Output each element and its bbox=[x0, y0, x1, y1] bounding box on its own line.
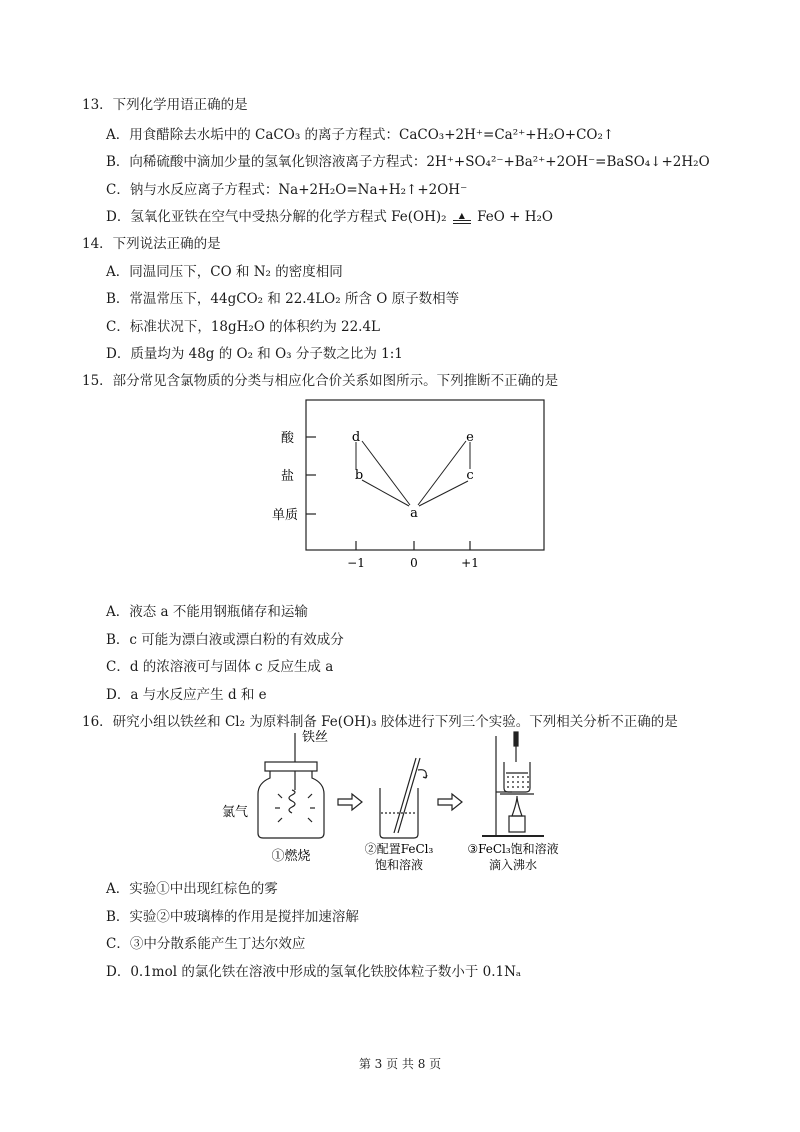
q13-option-b: B．向稀硫酸中滴加少量的氢氧化钡溶液离子方程式：2H⁺+SO₄²⁻+Ba²⁺+2OH⁻=BaSO₄↓+2H₂O bbox=[106, 154, 710, 170]
q13-option-a: A．用食醋除去水垢中的 CaCO₃ 的离子方程式：CaCO₃+2H⁺=Ca²⁺+H₂O+CO₂↑ bbox=[106, 127, 615, 143]
q15-option-b: B．c 可能为漂白液或漂白粉的有效成分 bbox=[106, 632, 344, 648]
q13-option-d-left: D．氢氧化亚铁在空气中受热分解的化学方程式 Fe(OH)₂ bbox=[106, 209, 447, 225]
y-label-salt: 盐 bbox=[280, 469, 294, 484]
q16-option-b: B．实验②中玻璃棒的作用是搅拌加速溶解 bbox=[106, 909, 359, 925]
q14-stem: 14．下列说法正确的是 bbox=[82, 236, 221, 252]
y-label-acid: 酸 bbox=[280, 431, 294, 446]
q14-option-a: A．同温同压下，CO 和 N₂ 的密度相同 bbox=[106, 264, 343, 280]
experiment-apparatus bbox=[220, 728, 580, 873]
heat-condition-icon: ▲ bbox=[453, 212, 471, 224]
page-footer: 第 3 页 共 8 页 bbox=[358, 1057, 442, 1071]
q15-option-c: C．d 的浓溶液可与固体 c 反应生成 a bbox=[106, 659, 334, 675]
q16-option-a: A．实验①中出现红棕色的雾 bbox=[106, 881, 278, 897]
q13-option-d bbox=[106, 208, 553, 226]
q14-option-b: B．常温常压下，44gCO₂ 和 22.4LO₂ 所含 O 原子数相等 bbox=[106, 291, 460, 307]
y-label-element: 单质 bbox=[271, 508, 298, 523]
heating-apparatus-icon bbox=[482, 732, 544, 836]
iron-wire-label: 铁丝 bbox=[302, 730, 329, 745]
node-b: b bbox=[354, 468, 364, 483]
chlorine-valence-diagram bbox=[270, 395, 550, 573]
beaker-with-rod-icon bbox=[380, 758, 427, 838]
node-d: d bbox=[351, 430, 361, 445]
q14-option-d: D．质量均为 48g 的 O₂ 和 O₃ 分子数之比为 1:1 bbox=[106, 346, 403, 362]
step2-caption-line1: ②配置FeCl₃ bbox=[364, 842, 434, 856]
q15-option-a: A．液态 a 不能用钢瓶储存和运输 bbox=[106, 604, 308, 620]
q16-option-d: D．0.1mol 的氯化铁在溶液中形成的氢氧化铁胶体粒子数小于 0.1Nₐ bbox=[106, 964, 522, 980]
q13-option-d-right: FeO + H₂O bbox=[477, 209, 553, 225]
node-a: a bbox=[410, 506, 418, 521]
q16-stem: 16．研究小组以铁丝和 Cl₂ 为原料制备 Fe(OH)₃ 胶体进行下列三个实验。下列相关分析不正确的是 bbox=[82, 714, 678, 730]
step3-caption-line2: 滴入沸水 bbox=[488, 858, 538, 872]
x-label-0: 0 bbox=[410, 556, 418, 570]
arrow-right-icon bbox=[438, 794, 462, 810]
q13-option-c: C．钠与水反应离子方程式：Na+2H₂O=Na+H₂↑+2OH⁻ bbox=[106, 182, 468, 198]
chlorine-label: 氯气 bbox=[222, 805, 249, 820]
step2-caption-line2: 饱和溶液 bbox=[374, 858, 424, 872]
q15-stem: 15．部分常见含氯物质的分类与相应化合价关系如图所示。下列推断不正确的是 bbox=[82, 373, 559, 389]
x-label-plus1: +1 bbox=[461, 556, 479, 570]
node-c: c bbox=[466, 468, 474, 483]
q13-stem: 13．下列化学用语正确的是 bbox=[82, 97, 248, 113]
step1-caption: ①燃烧 bbox=[271, 849, 311, 864]
q16-option-c: C．③中分散系能产生丁达尔效应 bbox=[106, 936, 306, 952]
node-e: e bbox=[466, 430, 474, 445]
q14-option-c: C．标准状况下，18gH₂O 的体积约为 22.4L bbox=[106, 319, 381, 335]
arrow-right-icon bbox=[338, 794, 362, 810]
gas-bottle-icon bbox=[258, 733, 324, 838]
x-label-minus1: −1 bbox=[347, 556, 365, 570]
step3-caption-line1: ③FeCl₃饱和溶液 bbox=[467, 842, 559, 856]
q15-option-d: D．a 与水反应产生 d 和 e bbox=[106, 687, 267, 703]
